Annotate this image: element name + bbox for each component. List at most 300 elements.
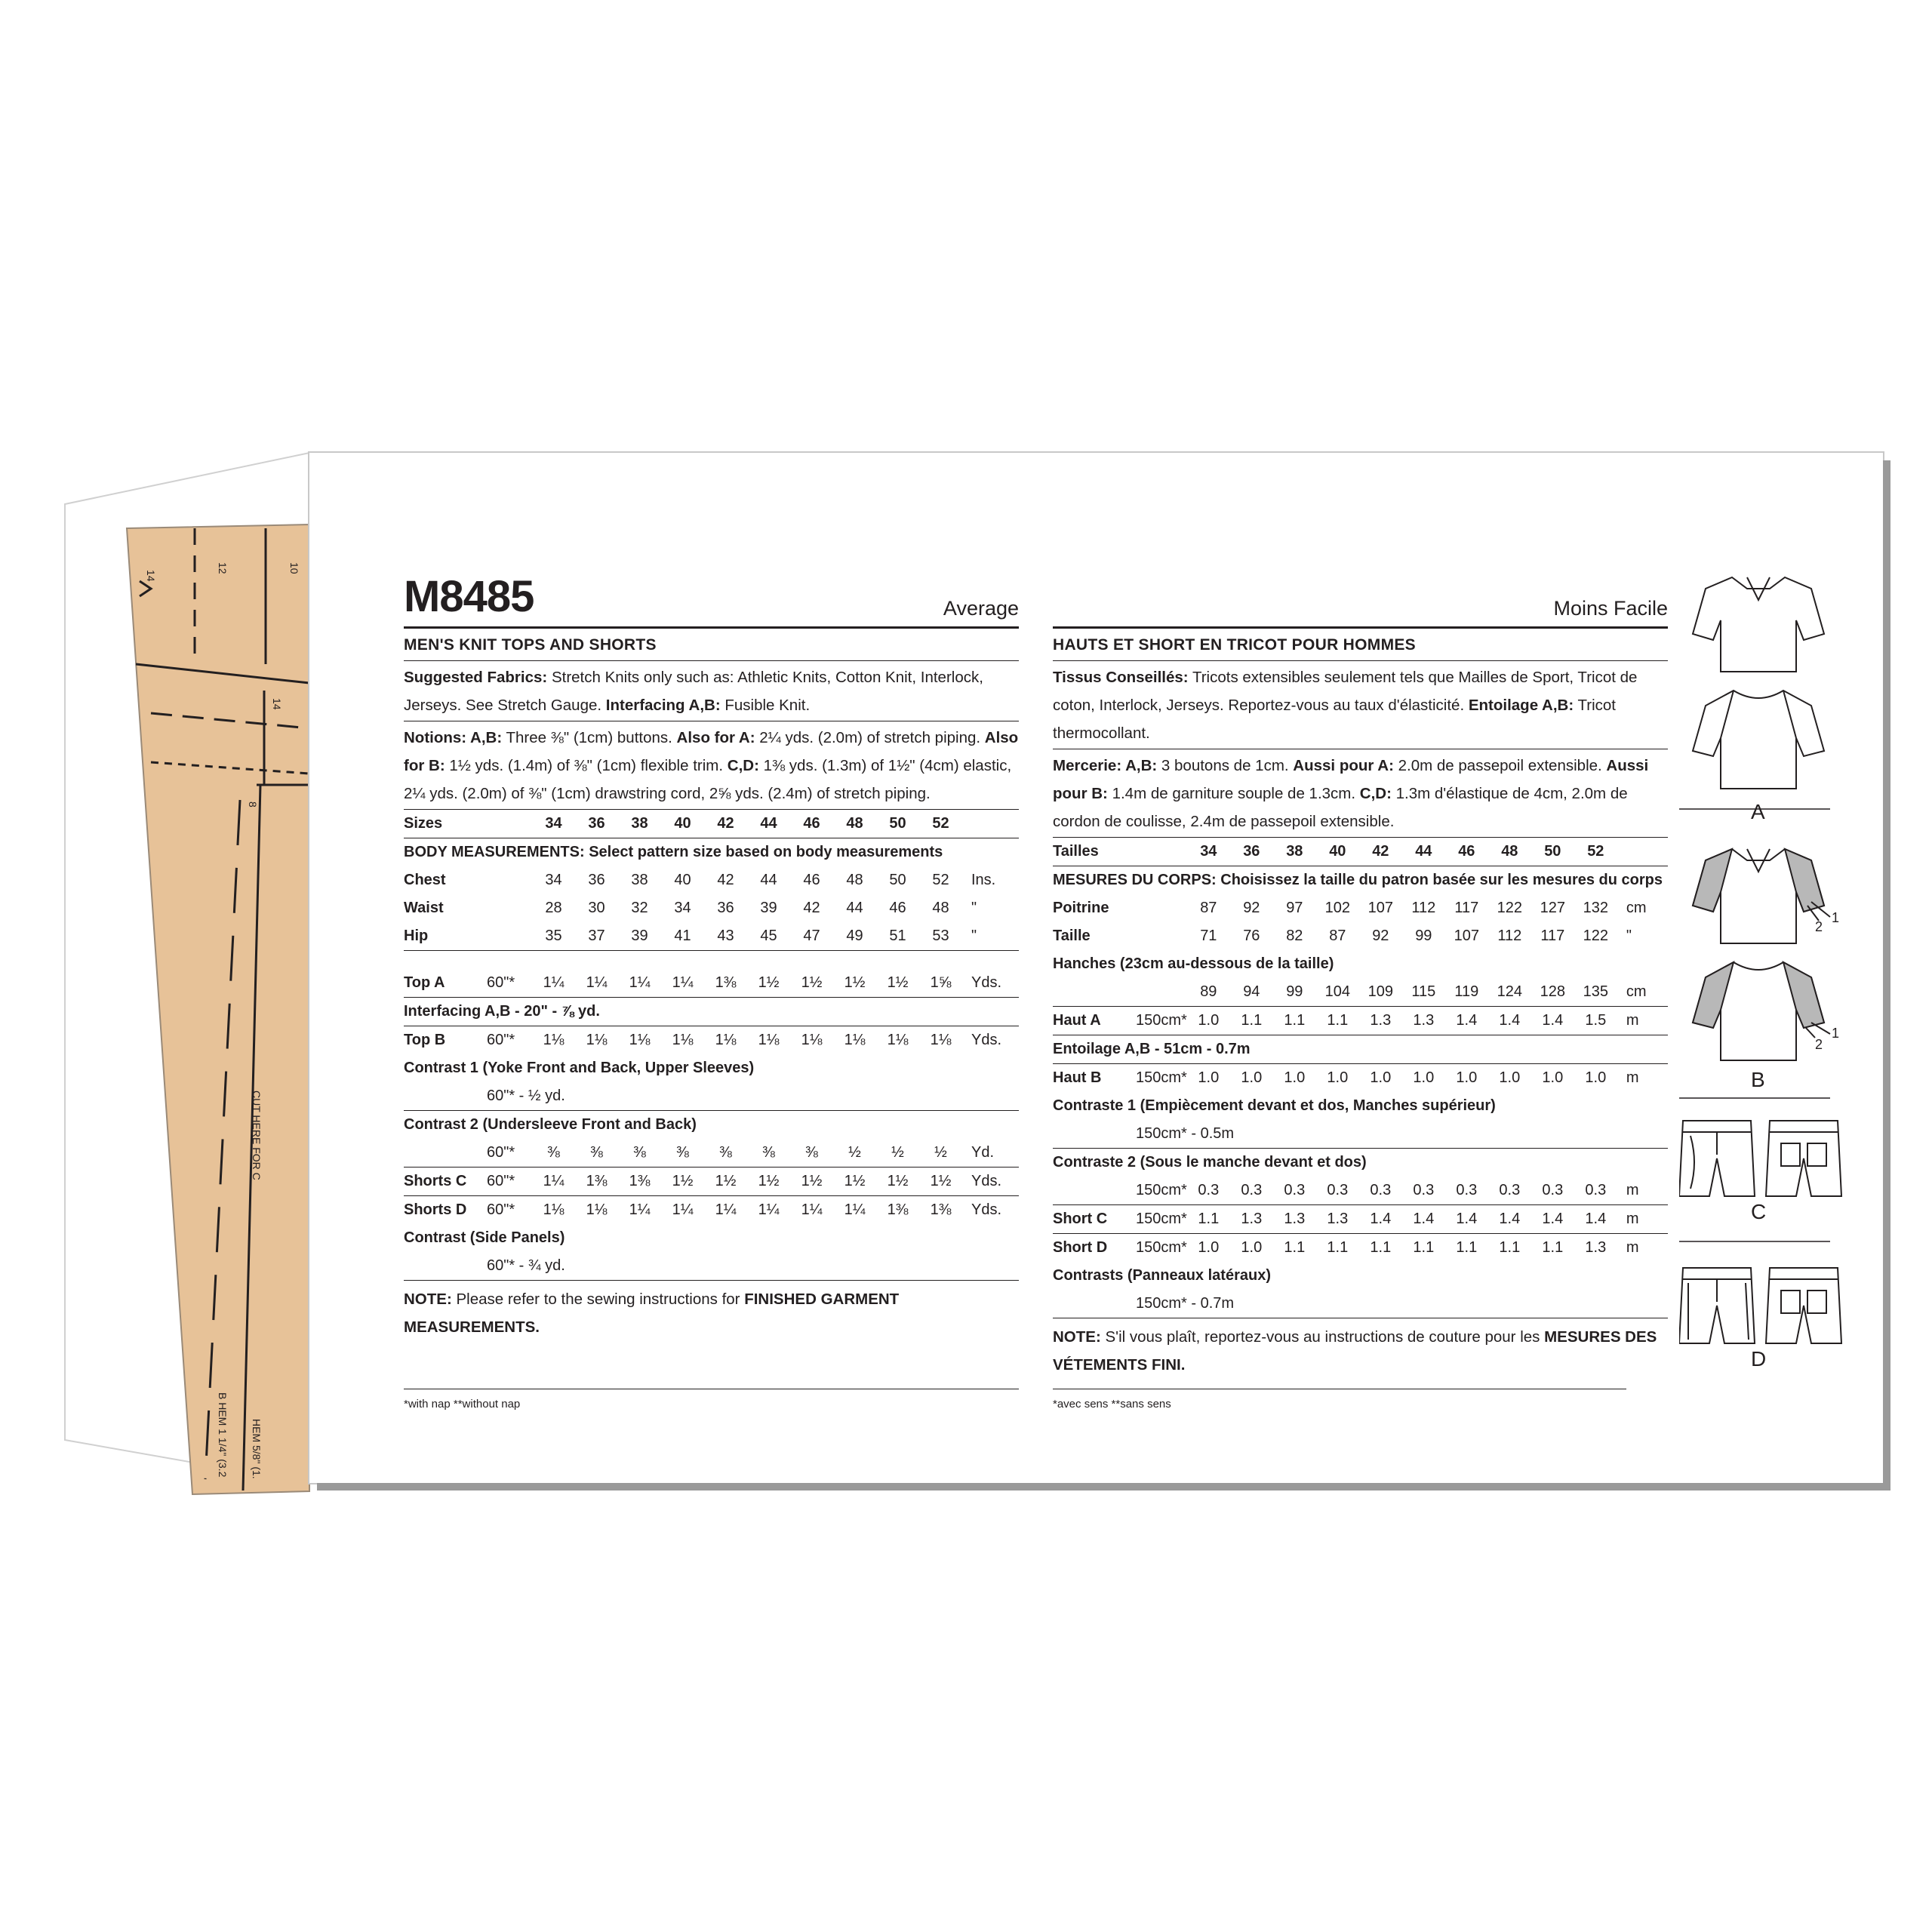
french-column bbox=[1053, 551, 1668, 1379]
value-cell: 44 bbox=[846, 900, 863, 916]
value-cell: 50 bbox=[889, 872, 906, 888]
value-cell: ⅜ bbox=[704, 1139, 747, 1168]
fr-fabrics: Tissus Conseillés: Tricots extensibles seulement tels que Mailles de Sport, Tricot de coton, Interlock, Jerseys. Reportez-vous au taux d'élasticité. Entoilage A,B: Tricot thermocollant. bbox=[1053, 661, 1668, 749]
hem-b-text: B HEM 1 1/4" (3.2 bbox=[217, 1392, 229, 1478]
value-cell: 1⅜ bbox=[575, 1168, 618, 1196]
size-cell: 42 bbox=[704, 810, 747, 838]
value-cell: 92 bbox=[1372, 928, 1389, 944]
callout-2b: 2 bbox=[1815, 1037, 1823, 1052]
value-cell: 87 bbox=[1329, 928, 1346, 944]
value-cell: 38 bbox=[631, 872, 648, 888]
value-cell: 112 bbox=[1411, 900, 1436, 916]
size-cell: 46 bbox=[1445, 838, 1488, 866]
size-cell: 36 bbox=[575, 810, 618, 838]
top-b-polo-sketch bbox=[1693, 849, 1830, 943]
callout-1: 1 bbox=[1832, 910, 1840, 925]
value-cell: 39 bbox=[618, 922, 661, 951]
unit-cell: m bbox=[1617, 1007, 1668, 1035]
size-cell: 34 bbox=[1187, 838, 1230, 866]
value-cell: 104 bbox=[1316, 978, 1359, 1007]
value-cell: 46 bbox=[803, 872, 820, 888]
value-cell: ⅜ bbox=[790, 1139, 833, 1168]
table-row bbox=[1053, 1177, 1668, 1205]
fabric-width: 60"* bbox=[487, 1032, 515, 1048]
size-cell: 42 bbox=[1359, 838, 1402, 866]
value-cell: 128 bbox=[1531, 978, 1574, 1007]
unit-cell: cm bbox=[1617, 978, 1668, 1007]
row-label: Haut A bbox=[1053, 1007, 1136, 1035]
unit-cell: Ins. bbox=[971, 872, 996, 888]
value-cell: 1½ bbox=[747, 969, 790, 998]
row-label: Waist bbox=[404, 900, 444, 916]
value-cell: 45 bbox=[747, 922, 790, 951]
row-label bbox=[1053, 978, 1136, 1007]
value-cell: 102 bbox=[1324, 900, 1350, 916]
callout-1b: 1 bbox=[1832, 1026, 1840, 1041]
value-cell: 1¼ bbox=[532, 1168, 575, 1196]
value-cell: 1⅝ bbox=[919, 969, 962, 998]
en-title: MEN'S KNIT TOPS AND SHORTS bbox=[404, 629, 1019, 661]
value-cell: 51 bbox=[876, 922, 919, 951]
width-cell bbox=[487, 810, 532, 838]
value-cell: 0.3 bbox=[1187, 1177, 1230, 1205]
size-cell: 48 bbox=[833, 810, 876, 838]
fabric-width: 60"* bbox=[487, 1168, 532, 1196]
fr-footnote: *avec sens **sans sens bbox=[1053, 1398, 1171, 1411]
value-cell: 1.3 bbox=[1585, 1239, 1607, 1256]
value-cell: ⅜ bbox=[747, 1139, 790, 1168]
view-b-label: B bbox=[1751, 1068, 1765, 1091]
value-cell: 1.3 bbox=[1316, 1205, 1359, 1234]
value-cell: 124 bbox=[1488, 978, 1531, 1007]
fr-contrast1-heading: Contraste 1 (Empiècement devant et dos, Manches supérieur) bbox=[1053, 1097, 1496, 1114]
size-cell: 36 bbox=[1230, 838, 1273, 866]
value-cell: 41 bbox=[661, 922, 704, 951]
tissue-mark-5: 8 bbox=[247, 801, 259, 808]
value-cell: 94 bbox=[1230, 978, 1273, 1007]
table-row bbox=[404, 894, 1019, 922]
value-cell: 109 bbox=[1359, 978, 1402, 1007]
row-label: Poitrine bbox=[1053, 900, 1109, 916]
value-cell: 1⅛ bbox=[672, 1032, 694, 1048]
value-cell: 117 bbox=[1540, 928, 1565, 944]
value-cell: 1¼ bbox=[618, 969, 661, 998]
value-cell: 36 bbox=[717, 900, 734, 916]
row-label: Chest bbox=[404, 872, 446, 888]
view-a-label: A bbox=[1751, 800, 1765, 823]
fabric-width: 150cm* bbox=[1136, 1007, 1187, 1035]
en-contrast1-line: 60"* - ½ yd. bbox=[487, 1082, 1019, 1111]
value-cell: 37 bbox=[575, 922, 618, 951]
en-contrast1-heading: Contrast 1 (Yoke Front and Back, Upper Sleeves) bbox=[404, 1060, 755, 1076]
value-cell: 1⅛ bbox=[586, 1201, 608, 1218]
value-cell: 0.3 bbox=[1273, 1177, 1316, 1205]
value-cell: 1½ bbox=[747, 1168, 790, 1196]
size-cell: 44 bbox=[1402, 838, 1445, 866]
value-cell: 32 bbox=[631, 900, 648, 916]
size-cell: 52 bbox=[1574, 838, 1617, 866]
size-label: Tailles bbox=[1053, 838, 1136, 866]
table-row bbox=[404, 922, 1019, 951]
value-cell: 0.3 bbox=[1402, 1177, 1445, 1205]
fabric-width bbox=[1136, 894, 1187, 922]
value-cell: 0.3 bbox=[1359, 1177, 1402, 1205]
value-cell: 1¼ bbox=[844, 1201, 866, 1218]
row-label: Top B bbox=[404, 1032, 446, 1048]
view-illustrations bbox=[1679, 453, 1860, 1483]
value-cell: 43 bbox=[704, 922, 747, 951]
value-cell: 89 bbox=[1187, 978, 1230, 1007]
size-cell: 50 bbox=[876, 810, 919, 838]
tissue-mark-2: 12 bbox=[217, 562, 229, 574]
unit-cell: m bbox=[1617, 1177, 1668, 1205]
value-cell: 44 bbox=[760, 872, 777, 888]
tissue-mark-4: 14 bbox=[271, 698, 283, 710]
width-cell bbox=[1136, 838, 1187, 866]
tissue-mark-3: 10 bbox=[288, 562, 300, 574]
value-cell: 112 bbox=[1497, 928, 1522, 944]
fabric-width: 150cm* bbox=[1136, 1069, 1187, 1086]
value-cell: 107 bbox=[1367, 900, 1393, 916]
value-cell: ½ bbox=[919, 1139, 962, 1168]
en-size-table bbox=[404, 810, 1019, 1281]
value-cell: 1½ bbox=[876, 969, 919, 998]
fr-notions: Mercerie: A,B: 3 boutons de 1cm. Aussi pour A: 2.0m de passepoil extensible. Aussi pour B: 1.4m de garniture souple de 1.3cm. C,D: 1.3m d'élastique de 4cm, 2.0m de cordon de coulisse, 2.4m de passepoil extensible. bbox=[1053, 749, 1668, 838]
value-cell: 1.3 bbox=[1359, 1007, 1402, 1035]
value-cell: 1.5 bbox=[1574, 1007, 1617, 1035]
value-cell: 35 bbox=[532, 922, 575, 951]
value-cell: 117 bbox=[1454, 900, 1479, 916]
unit-cell: m bbox=[1626, 1069, 1639, 1086]
size-cell: 52 bbox=[919, 810, 962, 838]
table-row bbox=[1053, 1205, 1668, 1234]
hem-text: HEM 5/8" (1. bbox=[251, 1419, 263, 1479]
value-cell: 1½ bbox=[876, 1168, 919, 1196]
fabric-width bbox=[487, 922, 532, 951]
value-cell: 1½ bbox=[833, 1168, 876, 1196]
en-contrast2-heading: Contrast 2 (Undersleeve Front and Back) bbox=[404, 1116, 697, 1133]
value-cell: 132 bbox=[1583, 900, 1608, 916]
value-cell: 46 bbox=[889, 900, 906, 916]
value-cell: 135 bbox=[1574, 978, 1617, 1007]
value-cell: 1⅛ bbox=[801, 1032, 823, 1048]
value-cell: 1¼ bbox=[532, 969, 575, 998]
shorts-c-sketch bbox=[1679, 1121, 1841, 1196]
value-cell: 48 bbox=[846, 872, 863, 888]
value-cell: 42 bbox=[717, 872, 734, 888]
row-label bbox=[1053, 1177, 1136, 1205]
value-cell: 1⅜ bbox=[704, 969, 747, 998]
en-body-heading: BODY MEASUREMENTS: Select pattern size based on body measurements bbox=[404, 844, 943, 860]
value-cell: 1.4 bbox=[1488, 1007, 1531, 1035]
value-cell: 47 bbox=[790, 922, 833, 951]
fr-contrast2-heading: Contraste 2 (Sous le manche devant et dos) bbox=[1053, 1154, 1367, 1171]
value-cell: 30 bbox=[588, 900, 605, 916]
view-c-label: C bbox=[1751, 1200, 1767, 1223]
value-cell: 1.4 bbox=[1531, 1205, 1574, 1234]
table-row bbox=[404, 1139, 1019, 1168]
table-row bbox=[1053, 894, 1668, 922]
tissue-mark-1: 14 bbox=[145, 570, 157, 582]
value-cell: 0.3 bbox=[1574, 1177, 1617, 1205]
value-cell: 71 bbox=[1200, 928, 1217, 944]
value-cell: 49 bbox=[833, 922, 876, 951]
value-cell: 1.4 bbox=[1445, 1007, 1488, 1035]
top-a-polo-sketch bbox=[1693, 577, 1824, 672]
size-cell: 48 bbox=[1488, 838, 1531, 866]
value-cell: 1⅛ bbox=[543, 1201, 565, 1218]
value-cell: 36 bbox=[588, 872, 605, 888]
value-cell: 1.0 bbox=[1284, 1069, 1306, 1086]
unit-cell: Yds. bbox=[971, 1201, 1002, 1218]
value-cell: 1.1 bbox=[1542, 1239, 1564, 1256]
value-cell: 119 bbox=[1445, 978, 1488, 1007]
table-row bbox=[1053, 1064, 1668, 1093]
fabric-width: 150cm* bbox=[1136, 1177, 1187, 1205]
fr-interfacing-line: Entoilage A,B - 51cm - 0.7m bbox=[1053, 1035, 1668, 1064]
row-label: Short D bbox=[1053, 1239, 1108, 1256]
fr-title: HAUTS ET SHORT EN TRICOT POUR HOMMES bbox=[1053, 629, 1668, 661]
fr-difficulty: Moins Facile bbox=[1553, 597, 1668, 620]
value-cell: 115 bbox=[1402, 978, 1445, 1007]
value-cell: 97 bbox=[1286, 900, 1303, 916]
value-cell: 1¼ bbox=[661, 969, 704, 998]
instruction-sheet bbox=[309, 453, 1883, 1483]
en-header bbox=[404, 551, 1019, 629]
unit-cell: Yds. bbox=[962, 969, 1019, 998]
value-cell: ⅜ bbox=[575, 1139, 618, 1168]
unit-cell: Yd. bbox=[962, 1139, 1019, 1168]
value-cell: ⅜ bbox=[618, 1139, 661, 1168]
value-cell: 1.0 bbox=[1198, 1239, 1220, 1256]
en-contrast-side-heading: Contrast (Side Panels) bbox=[404, 1229, 565, 1246]
value-cell: 1.3 bbox=[1230, 1205, 1273, 1234]
value-cell: 87 bbox=[1200, 900, 1217, 916]
fr-header bbox=[1053, 551, 1668, 629]
value-cell: 1.4 bbox=[1488, 1205, 1531, 1234]
value-cell: 1.1 bbox=[1273, 1007, 1316, 1035]
value-cell: 0.3 bbox=[1488, 1177, 1531, 1205]
value-cell: 92 bbox=[1243, 900, 1260, 916]
value-cell: 1½ bbox=[790, 969, 833, 998]
value-cell: 1¼ bbox=[672, 1201, 694, 1218]
value-cell: 127 bbox=[1540, 900, 1565, 916]
unit-cell: cm bbox=[1626, 900, 1647, 916]
english-column bbox=[404, 551, 1019, 1341]
value-cell: 99 bbox=[1273, 978, 1316, 1007]
value-cell: 1.1 bbox=[1284, 1239, 1306, 1256]
value-cell: 1.0 bbox=[1327, 1069, 1349, 1086]
fabric-width: 150cm* bbox=[1136, 1205, 1187, 1234]
value-cell: 1.1 bbox=[1187, 1205, 1230, 1234]
value-cell: ½ bbox=[876, 1139, 919, 1168]
value-cell: 1.0 bbox=[1370, 1069, 1392, 1086]
value-cell: 1.1 bbox=[1499, 1239, 1521, 1256]
value-cell: 76 bbox=[1243, 928, 1260, 944]
en-contrast-side-line: 60"* - ¾ yd. bbox=[487, 1252, 1019, 1281]
value-cell: 122 bbox=[1497, 900, 1522, 916]
table-row bbox=[1053, 1234, 1668, 1263]
unit-cell bbox=[1617, 838, 1668, 866]
unit-cell bbox=[962, 810, 1019, 838]
value-cell: 0.3 bbox=[1531, 1177, 1574, 1205]
table-row bbox=[1053, 838, 1668, 866]
value-cell: 40 bbox=[674, 872, 691, 888]
value-cell: 1⅜ bbox=[887, 1201, 909, 1218]
value-cell: ⅜ bbox=[532, 1139, 575, 1168]
table-row bbox=[1053, 978, 1668, 1007]
value-cell: 1⅛ bbox=[715, 1032, 737, 1048]
table-row bbox=[404, 969, 1019, 998]
row-label: Shorts D bbox=[404, 1201, 467, 1218]
fr-contrast-side-heading: Contrasts (Panneaux latéraux) bbox=[1053, 1267, 1271, 1284]
en-note: NOTE: Please refer to the sewing instructions for FINISHED GARMENT MEASUREMENTS. bbox=[404, 1291, 900, 1336]
value-cell: 1½ bbox=[790, 1168, 833, 1196]
value-cell: 1⅜ bbox=[930, 1201, 952, 1218]
value-cell: 53 bbox=[919, 922, 962, 951]
callout-2: 2 bbox=[1815, 919, 1823, 934]
value-cell: 1.0 bbox=[1542, 1069, 1564, 1086]
value-cell: 1.0 bbox=[1585, 1069, 1607, 1086]
value-cell: 1.0 bbox=[1198, 1069, 1220, 1086]
value-cell: 99 bbox=[1415, 928, 1432, 944]
value-cell: 122 bbox=[1583, 928, 1608, 944]
top-b-crew-sketch bbox=[1693, 962, 1830, 1060]
value-cell: 1¼ bbox=[801, 1201, 823, 1218]
value-cell: 1.0 bbox=[1413, 1069, 1435, 1086]
fr-size-table bbox=[1053, 838, 1668, 1318]
unit-cell: " bbox=[962, 922, 1019, 951]
row-label: Taille bbox=[1053, 928, 1091, 944]
en-difficulty: Average bbox=[943, 597, 1019, 620]
value-cell: 48 bbox=[932, 900, 949, 916]
value-cell: 1.1 bbox=[1370, 1239, 1392, 1256]
value-cell: 1.4 bbox=[1445, 1205, 1488, 1234]
value-cell: 82 bbox=[1286, 928, 1303, 944]
value-cell: 52 bbox=[932, 872, 949, 888]
value-cell: 1.1 bbox=[1456, 1239, 1478, 1256]
cut-here-text: CUT HERE FOR C bbox=[251, 1091, 263, 1180]
value-cell: 1½ bbox=[833, 969, 876, 998]
value-cell: 1.0 bbox=[1456, 1069, 1478, 1086]
value-cell: 39 bbox=[760, 900, 777, 916]
value-cell: 1.1 bbox=[1230, 1007, 1273, 1035]
fabric-width: 60"* bbox=[487, 1201, 515, 1218]
value-cell: 1.0 bbox=[1499, 1069, 1521, 1086]
en-interfacing-line: Interfacing A,B - 20" - ⅞ yd. bbox=[404, 998, 1019, 1026]
unit-cell: " bbox=[1626, 928, 1632, 944]
table-row bbox=[1053, 1007, 1668, 1035]
value-cell: 34 bbox=[674, 900, 691, 916]
fabric-width: 60"* bbox=[487, 1139, 532, 1168]
table-row bbox=[404, 1196, 1019, 1225]
value-cell: 1.0 bbox=[1241, 1239, 1263, 1256]
size-cell: 40 bbox=[661, 810, 704, 838]
row-label: Shorts C bbox=[404, 1168, 487, 1196]
table-row bbox=[404, 1168, 1019, 1196]
table-row bbox=[1053, 922, 1668, 950]
value-cell: 1¼ bbox=[758, 1201, 780, 1218]
value-cell: 1¼ bbox=[575, 969, 618, 998]
row-label: Hip bbox=[404, 922, 487, 951]
table-row bbox=[404, 866, 1019, 894]
value-cell: 1.3 bbox=[1402, 1007, 1445, 1035]
value-cell: 34 bbox=[545, 872, 562, 888]
value-cell: 1.0 bbox=[1187, 1007, 1230, 1035]
value-cell: 1.1 bbox=[1327, 1239, 1349, 1256]
value-cell: 1⅛ bbox=[758, 1032, 780, 1048]
fabric-width bbox=[1136, 978, 1187, 1007]
size-cell: 46 bbox=[790, 810, 833, 838]
value-cell: 0.3 bbox=[1230, 1177, 1273, 1205]
value-cell: 1⅛ bbox=[629, 1032, 651, 1048]
value-cell: 1⅛ bbox=[586, 1032, 608, 1048]
size-cell: 44 bbox=[747, 810, 790, 838]
value-cell: 1.1 bbox=[1413, 1239, 1435, 1256]
size-cell: 38 bbox=[1273, 838, 1316, 866]
fabric-width bbox=[1136, 922, 1187, 950]
unit-cell: Yds. bbox=[971, 1032, 1002, 1048]
view-d-label: D bbox=[1751, 1347, 1767, 1371]
value-cell: 1.1 bbox=[1316, 1007, 1359, 1035]
pattern-code: M8485 bbox=[404, 572, 534, 621]
value-cell: 1⅛ bbox=[844, 1032, 866, 1048]
value-cell: 1⅛ bbox=[887, 1032, 909, 1048]
unit-cell: m bbox=[1626, 1239, 1639, 1256]
top-a-crew-sketch bbox=[1693, 691, 1824, 789]
value-cell: 1.4 bbox=[1402, 1205, 1445, 1234]
value-cell: 1½ bbox=[919, 1168, 962, 1196]
fabric-width bbox=[487, 866, 532, 894]
fabric-width: 150cm* bbox=[1136, 1239, 1187, 1256]
value-cell: 1¼ bbox=[629, 1201, 651, 1218]
value-cell: ⅜ bbox=[661, 1139, 704, 1168]
row-label bbox=[404, 1139, 487, 1168]
row-label: Haut B bbox=[1053, 1069, 1102, 1086]
value-cell: 1⅛ bbox=[543, 1032, 565, 1048]
value-cell: 1.3 bbox=[1273, 1205, 1316, 1234]
value-cell: 1.4 bbox=[1574, 1205, 1617, 1234]
value-cell: ½ bbox=[833, 1139, 876, 1168]
row-label: Top A bbox=[404, 969, 487, 998]
fr-note: NOTE: S'il vous plaît, reportez-vous au instructions de couture pour les MESURES DES VÉTEMENTS FINI. bbox=[1053, 1328, 1657, 1374]
value-cell: 1⅛ bbox=[930, 1032, 952, 1048]
value-cell: 107 bbox=[1454, 928, 1479, 944]
value-cell: 42 bbox=[803, 900, 820, 916]
value-cell: 1¼ bbox=[715, 1201, 737, 1218]
fabric-width: 60"* bbox=[487, 969, 532, 998]
value-cell: 1½ bbox=[661, 1168, 704, 1196]
value-cell: 1½ bbox=[704, 1168, 747, 1196]
fabric-width bbox=[487, 894, 532, 922]
table-row bbox=[404, 1026, 1019, 1055]
value-cell: 0.3 bbox=[1316, 1177, 1359, 1205]
size-cell: 50 bbox=[1531, 838, 1574, 866]
shorts-d-sketch bbox=[1679, 1268, 1841, 1343]
en-notions: Notions: A,B: Three ⅜" (1cm) buttons. Also for A: 2¼ yds. (2.0m) of stretch piping. Also for B: 1½ yds. (1.4m) of ⅜" (1cm) flexible trim. C,D: 1⅜ yds. (1.3m) of 1½" (4cm) elastic, 2¼ yds. (2.0m) of ⅜" (1cm) drawstring cord, 2⅝ yds. (2.4m) of stretch piping. bbox=[404, 721, 1019, 810]
fr-contrast-side-line: 150cm* - 0.7m bbox=[1136, 1290, 1668, 1318]
size-cell: 40 bbox=[1316, 838, 1359, 866]
value-cell: 28 bbox=[545, 900, 562, 916]
en-fabrics: Suggested Fabrics: Stretch Knits only such as: Athletic Knits, Cotton Knit, Interlock, Jerseys. See Stretch Gauge. Interfacing A,B: Fusible Knit. bbox=[404, 661, 1019, 721]
fr-body-heading: MESURES DU CORPS: Choisissez la taille du patron basée sur les mesures du corps bbox=[1053, 872, 1663, 888]
value-cell: 1.4 bbox=[1359, 1205, 1402, 1234]
unit-cell: m bbox=[1617, 1205, 1668, 1234]
value-cell: 1.4 bbox=[1531, 1007, 1574, 1035]
unit-cell: Yds. bbox=[962, 1168, 1019, 1196]
en-footnote: *with nap **without nap bbox=[404, 1398, 521, 1411]
unit-cell: " bbox=[971, 900, 977, 916]
